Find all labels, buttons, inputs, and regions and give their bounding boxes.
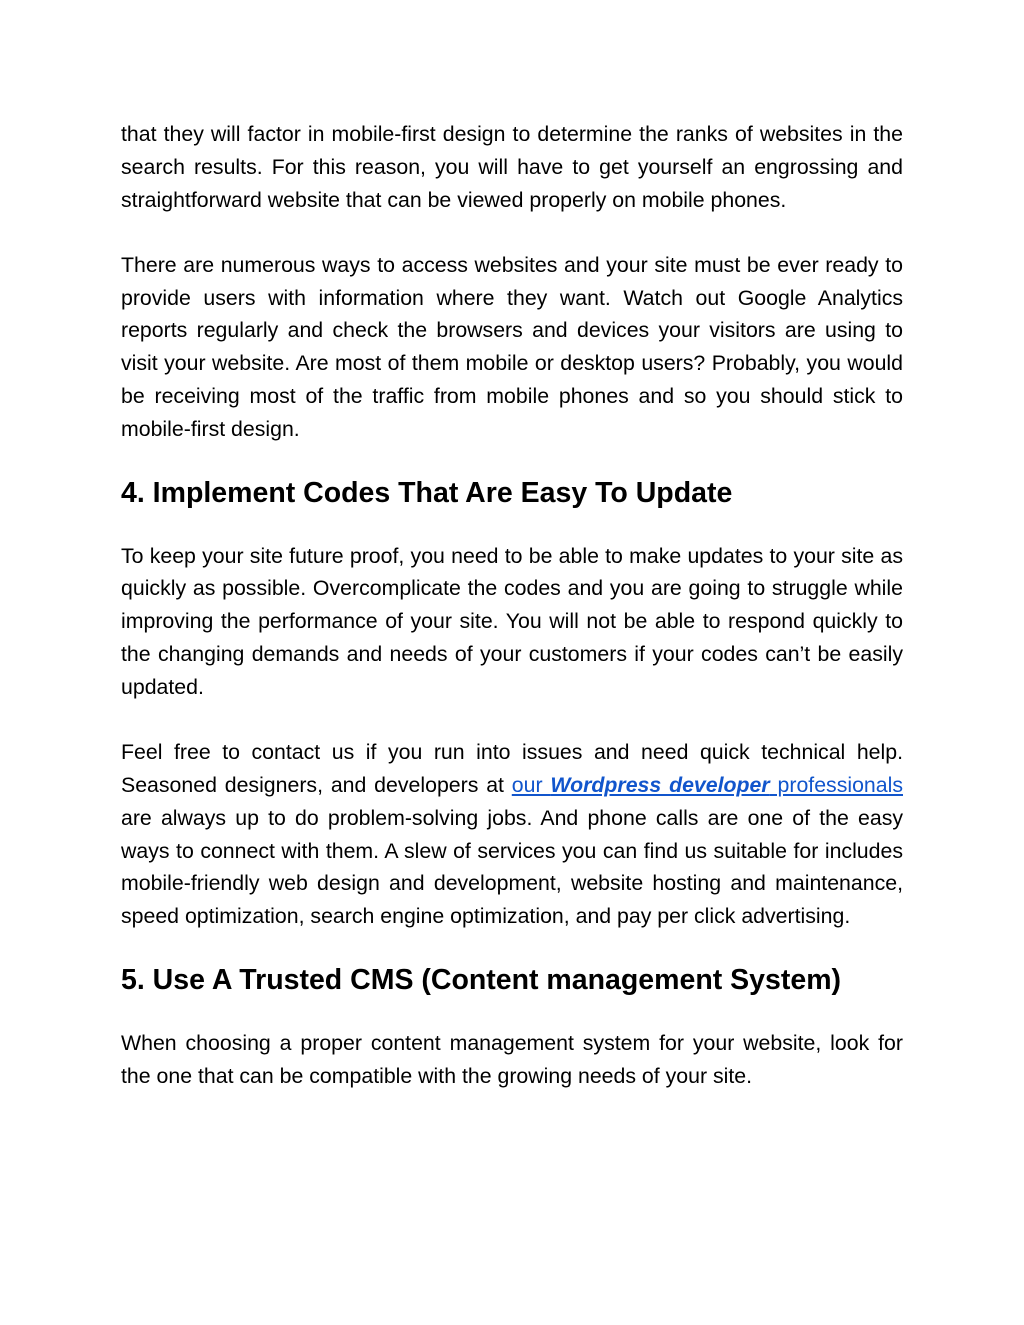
paragraph-mobile-first-ranking: that they will factor in mobile-first design to determine the ranks of websites in the search results. For this reason, you will have to get yourself an engrossing and straightforward website that can be viewed properly on mobile phones. — [121, 122, 903, 212]
paragraph-contact-us — [121, 736, 903, 933]
link-text-part2: professionals — [769, 772, 903, 797]
heading-implement-codes: 4. Implement Codes That Are Easy To Update — [121, 476, 733, 509]
wordpress-developer-link[interactable] — [512, 773, 903, 797]
link-text-part1: our — [511, 772, 551, 797]
contact-text-before: Feel free to contact us if you run into issues and need quick technical help. Seasoned designers, and developers at — [121, 740, 903, 797]
paragraph-access-websites: There are numerous ways to access websites and your site must be ever ready to provide users with information where they want. Watch out Google Analytics reports regularly and check the browsers and devices your visitors are using to visit your website. Are most of them mobile or desktop users? Probably, you would be receiving most of the traffic from mobile phones and so you should stick to mobile-first design. — [121, 252, 903, 441]
paragraph-choosing-cms: When choosing a proper content management system for your website, look for the one that can be compatible with the growing needs of your site. — [121, 1030, 903, 1088]
heading-trusted-cms: 5. Use A Trusted CMS (Content management System) — [121, 963, 842, 996]
link-text-emphasis: Wordpress developer — [550, 772, 770, 797]
contact-text-after: are always up to do problem-solving jobs. And phone calls are one of the easy ways to connect with them. A slew of services you can find us suitable for includes mobile-friendly web design and development, website hosting and maintenance, speed optimization, search engine optimization, and pay per click advertising. — [121, 805, 903, 929]
document-page — [121, 118, 903, 1093]
paragraph-future-proof: To keep your site future proof, you need to be able to make updates to your site as quickly as possible. Overcomplicate the codes and you are going to struggle while improving the performance of your site. You will not be able to respond quickly to the changing demands and needs of your customers if your codes can’t be easily updated. — [121, 543, 903, 699]
